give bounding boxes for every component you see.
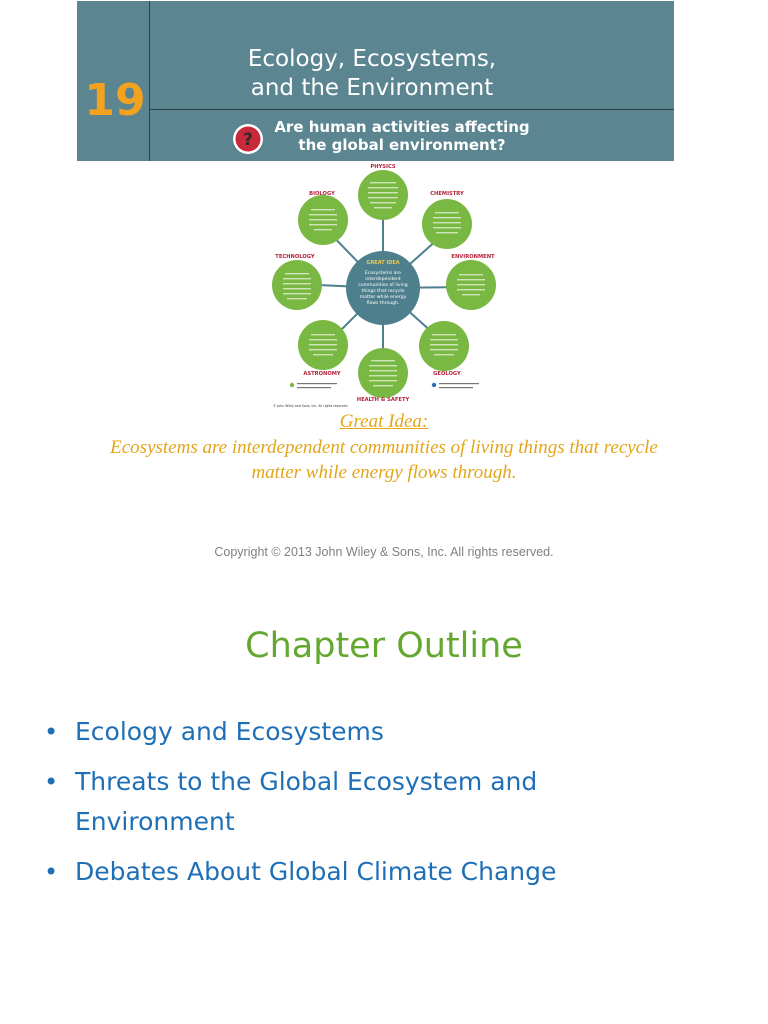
diagram-center-line6: flows through. (366, 301, 400, 306)
outline-item-line1: Ecology and Ecosystems (75, 717, 384, 746)
great-idea-line1: Ecosystems are interdependent communities of living things that recycle (110, 437, 658, 458)
diagram-center-line5: matter while energy (359, 295, 407, 300)
diagram-node-health (358, 348, 408, 398)
banner-divider-vertical (149, 1, 150, 161)
diagram-label-geology: GEOLOGY (433, 371, 461, 377)
bullet-icon: • (44, 768, 59, 796)
diagram-label-technology: TECHNOLOGY (275, 254, 315, 260)
bullet-icon: • (44, 718, 59, 746)
chapter-question-line2: the global environment? (298, 136, 506, 154)
chapter-title (197, 45, 547, 103)
chapter-question-line1: Are human activities affecting (274, 118, 530, 136)
diagram-label-astronomy: ASTRONOMY (303, 371, 341, 377)
banner-divider-horizontal (149, 109, 674, 110)
diagram-label-physics: PHYSICS (370, 164, 396, 170)
diagram-center-heading: GREAT IDEA (366, 260, 400, 266)
diagram-node-chemistry (422, 199, 472, 249)
great-idea-diagram (270, 160, 496, 412)
outline-title: Chapter Outline (245, 626, 523, 666)
diagram-center-line1: Ecosystems are (364, 271, 402, 276)
great-idea-heading: Great Idea: (339, 411, 429, 432)
outline-item-line1: Debates About Global Climate Change (75, 857, 557, 886)
diagram-label-chemistry: CHEMISTRY (430, 191, 464, 197)
diagram-legend-blue-text2 (439, 387, 473, 388)
bullet-icon: • (44, 858, 59, 886)
outline-item-line2: Environment (75, 807, 235, 836)
chapter-title-line1: Ecology, Ecosystems, (247, 46, 497, 72)
outline-item (44, 712, 664, 752)
diagram-label-environment: ENVIRONMENT (451, 254, 495, 260)
diagram-center-line2: interdependent (365, 277, 401, 282)
diagram-label-health: HEALTH & SAFETY (356, 397, 410, 403)
diagram-label-biology: BIOLOGY (309, 191, 335, 197)
diagram-center-line4: things that recycle (361, 289, 405, 294)
svg-text:?: ? (243, 130, 253, 150)
diagram-legend-green-text2 (297, 387, 331, 388)
diagram-node-physics (358, 170, 408, 220)
diagram-node-technology (272, 260, 322, 310)
diagram-legend-green-text (297, 383, 337, 384)
great-idea-line2: matter while energy flows through. (251, 462, 517, 483)
diagram-credit: © John Wiley and Sons, Inc. All rights reserved. (273, 404, 349, 408)
chapter-title-line2: and the Environment (250, 75, 494, 101)
diagram-legend-green-dot (290, 383, 294, 387)
great-idea-text (64, 435, 704, 485)
chapter-number: 19 (84, 75, 146, 126)
outline-item-line1: Threats to the Global Ecosystem and (75, 767, 538, 796)
chapter-question (272, 118, 532, 154)
outline-list (44, 712, 664, 902)
diagram-center-line3: communities of living (358, 283, 408, 288)
diagram-legend-blue-text (439, 383, 479, 384)
diagram-legend-blue-dot (432, 383, 436, 387)
copyright-notice: Copyright © 2013 John Wiley & Sons, Inc. All rights reserved. (214, 545, 554, 559)
outline-item (44, 762, 664, 842)
diagram-node-geology (419, 321, 469, 371)
question-mark-icon (232, 123, 264, 155)
outline-item (44, 852, 664, 892)
chapter-banner (77, 1, 674, 161)
